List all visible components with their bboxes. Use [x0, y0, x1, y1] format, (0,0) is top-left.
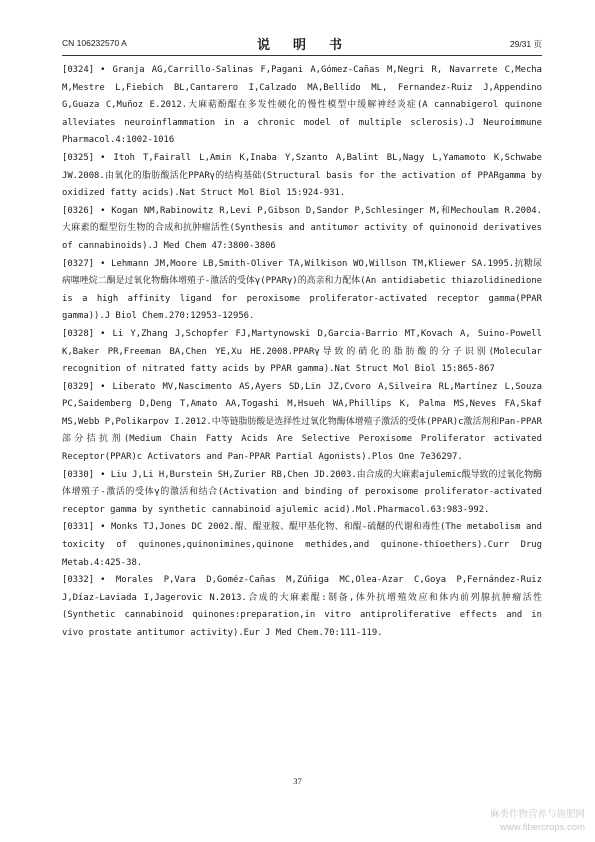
reference-text: • Morales P,Vara D,Goméz-Cañas M,Zúñiga MC,Olea-Azar C,Goya P,Fernández-Ruiz J,Díaz-Laviada I,Jagerovic N.2013.合成的大麻素醌:制备,体外抗增殖效应和体内前列腺抗肿瘤活性(Synthetic cannabinoid quinones:preparation,in vitro antiproliferative effects and in vivo prostate antitumor activity).Eur J Med Chem.70:111-119. [62, 575, 542, 638]
reference-number: [0325] [62, 152, 95, 163]
reference-item [62, 203, 542, 256]
reference-item [62, 519, 542, 572]
reference-item [62, 256, 542, 326]
reference-text: • Monks TJ,Jones DC 2002.醌、醌亚胺、醌甲基化物、和醌-硫醚的代谢和毒性(The metabolism and toxicity of quinones,quinonimines,quinone methides,and quinone-thioethers).Curr Drug Metab.4:425-38. [62, 522, 542, 568]
document-title: 说 明 书 [256, 38, 347, 53]
reference-number: [0329] [62, 381, 95, 392]
reference-number: [0327] [62, 258, 95, 269]
reference-number: [0324] [62, 65, 95, 75]
reference-text: • Lehmann JM,Moore LB,Smith-Oliver TA,Wilkison WO,Willson TM,Kliewer SA.1995.抗糖尿病噻唑烷二酮是过氧化物酶体增殖子-激活的受体γ(PPARγ)的高亲和力配体(An antidiabetic thiazolidinedione is a high affinity ligand for peroxisome proliferator-activated receptor gamma(PPAR gamma)).J Biol Chem.270:12953-12956. [62, 258, 542, 322]
page-number: 37 [293, 776, 302, 786]
watermark-title: 麻类作物营养与施肥网 [489, 809, 585, 820]
watermark-url: www.fibercrops.com [500, 822, 585, 833]
header-divider [62, 55, 542, 56]
page-header [62, 34, 542, 52]
reference-number: [0332] [62, 575, 95, 586]
reference-text: • Granja AG,Carrillo-Salinas F,Pagani A,Gómez-Cañas M,Negri R, Navarrete C,Mecha M,Mestre L,Fiebich BL,Cantarero I,Calzado MA,Bellido ML, Fernandez-Ruiz J,Appendino G,Guaza C,Muñoz E.2012.大麻萜酚醌在多发性硬化的慢性模型中缓解神经炎症(A cannabigerol quinone alleviates neuroinflammation in a chronic model of multiple sclerosis).J Neuroimmune Pharmacol.4:1002-1016 [62, 65, 542, 146]
reference-number: [0326] [62, 205, 95, 216]
reference-list [62, 62, 542, 643]
reference-text: • Liu J,Li H,Burstein SH,Zurier RB,Chen JD.2003.由合成的大麻素ajulemic酸导致的过氧化物酶体增殖子-激活的受体γ的激活和结合(Activation and binding of peroxisome proliferator-activated receptor gamma by synthetic cannabinoid ajulemic acid).Mol.Pharmacol.63:983-992. [62, 469, 542, 515]
reference-text: • Kogan NM,Rabinowitz R,Levi P,Gibson D,Sandor P,Schlesinger M,和Mechoulam R.2004.大麻素的醌型衍生物的合成和抗肿瘤活性(Synthesis and antitumor activity of quinonoid derivatives of cannabinoids).J Med Chem 47:3800-3806 [62, 205, 542, 251]
patent-number: CN 106232570 A [62, 38, 127, 48]
reference-item [62, 467, 542, 520]
reference-item [62, 62, 542, 150]
reference-text: • Li Y,Zhang J,Schopfer FJ,Martynowski D,Garcia-Barrio MT,Kovach A, Suino-Powell K,Baker PR,Freeman BA,Chen YE,Xu HE.2008.PPARγ导致的硝化的脂肪酸的分子识别(Molecular recognition of nitrated fatty acids by PPAR gamma).Nat Struct Mol Biol 15:865-867 [62, 328, 542, 375]
reference-text: • Liberato MV,Nascimento AS,Ayers SD,Lin JZ,Cvoro A,Silveira RL,Martínez L,Souza PC,Saidemberg D,Deng T,Amato AA,Togashi M,Hsueh WA,Phillips K, Palma MS,Neves FA,Skaf MS,Webb P,Polikarpov I.2012.中等链脂肪酸是选择性过氧化物酶体增殖子激活的受体(PPAR)c激活剂和Pan-PPAR部分拮抗剂(Medium Chain Fatty Acids Are Selective Peroxisome Proliferator activated Receptor(PPAR)c Activators and Pan-PPAR Partial Agonists).Plos One 7e36297. [62, 381, 542, 463]
reference-item [62, 379, 542, 467]
page-info: 29/31 页 [509, 39, 542, 49]
reference-text: • Itoh T,Fairall L,Amin K,Inaba Y,Szanto A,Balint BL,Nagy L,Yamamoto K,Schwabe JW.2008.由氧化的脂肪酸活化PPARγ的结构基础(Structural basis for the activation of PPARgamma by oxidized fatty acids).Nat Struct Mol Biol 15:924-931. [62, 152, 542, 199]
reference-number: [0328] [62, 328, 95, 339]
watermark [490, 808, 585, 834]
reference-number: [0331] [62, 522, 95, 533]
reference-item [62, 326, 542, 379]
reference-item [62, 150, 542, 203]
reference-item [62, 572, 542, 642]
reference-number: [0330] [62, 469, 95, 480]
